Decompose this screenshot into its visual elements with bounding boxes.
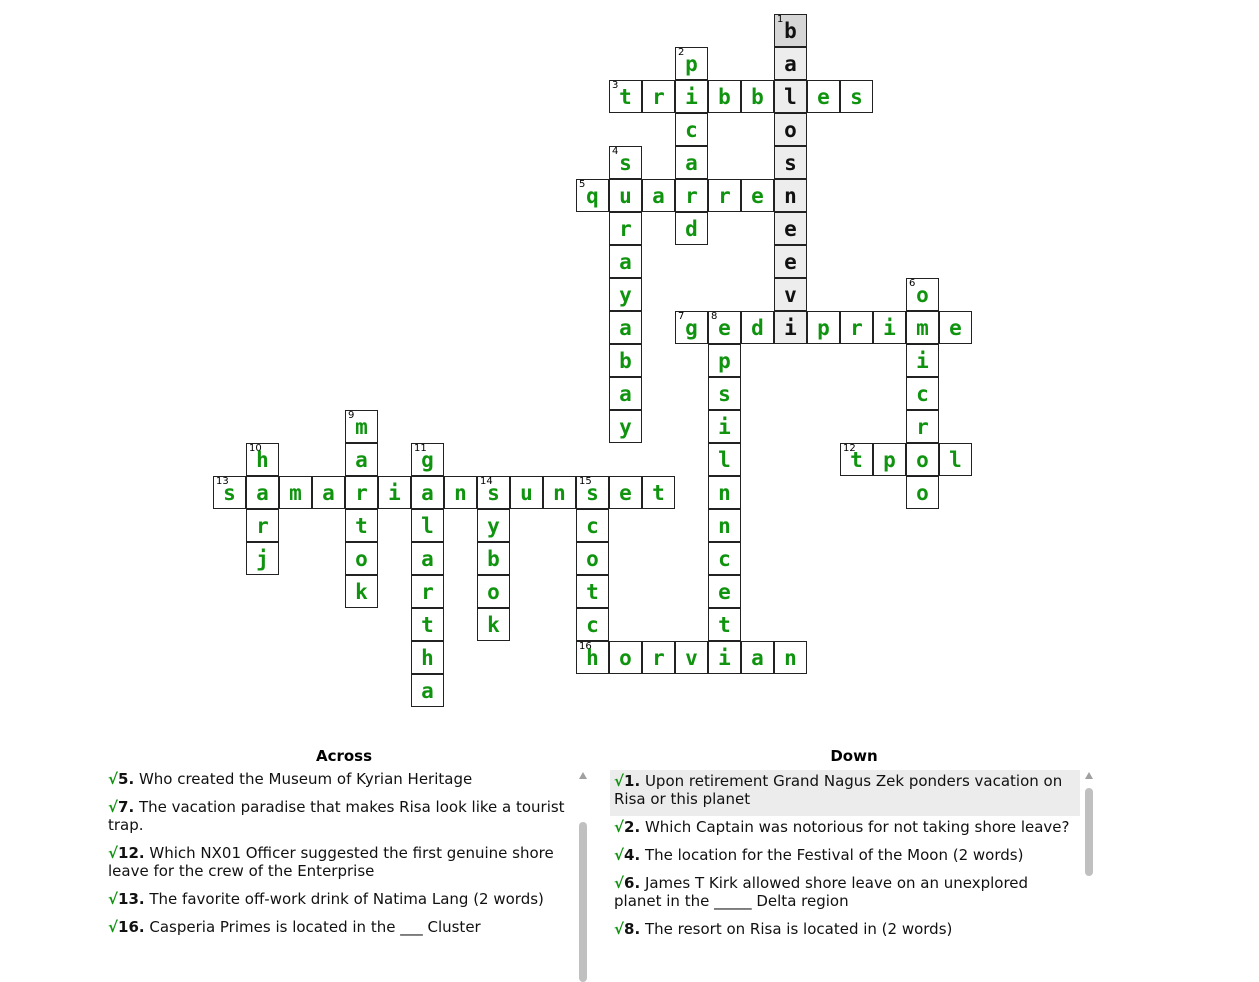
cell-letter: g xyxy=(685,316,698,340)
down-clue[interactable] xyxy=(610,816,1080,844)
cell-letter: n xyxy=(784,646,797,670)
cell-letter: e xyxy=(718,580,731,604)
cell-letter: r xyxy=(256,514,269,538)
crossword-cell[interactable] xyxy=(906,311,939,344)
crossword-cell[interactable] xyxy=(774,47,807,80)
crossword-cell[interactable] xyxy=(477,575,510,608)
cell-number: 5 xyxy=(579,179,586,190)
cell-letter: h xyxy=(421,646,434,670)
cell-letter: e xyxy=(619,481,632,505)
cell-letter: h xyxy=(586,646,599,670)
cell-letter: o xyxy=(355,547,368,571)
cell-letter: n xyxy=(454,481,467,505)
cell-letter: d xyxy=(751,316,764,340)
crossword-cell[interactable] xyxy=(510,476,543,509)
cell-letter: r xyxy=(421,580,434,604)
crossword-cell[interactable] xyxy=(609,245,642,278)
cell-letter: c xyxy=(586,613,599,637)
clue-number: 16. xyxy=(118,918,145,936)
crossword-cell[interactable] xyxy=(675,80,708,113)
check-icon: √ xyxy=(108,798,119,816)
crossword-cell[interactable] xyxy=(675,179,708,212)
clue-text: Who created the Museum of Kyrian Heritage xyxy=(138,770,473,788)
crossword-cell[interactable] xyxy=(411,542,444,575)
cell-letter: r xyxy=(652,646,665,670)
crossword-cell[interactable] xyxy=(411,674,444,707)
clue-text: Which Captain was notorious for not taking shore leave? xyxy=(644,818,1070,836)
crossword-cell[interactable] xyxy=(444,476,477,509)
cell-letter: a xyxy=(421,547,434,571)
crossword-cell[interactable] xyxy=(576,509,609,542)
crossword-cell[interactable] xyxy=(411,443,444,476)
cell-letter: i xyxy=(883,316,896,340)
cell-letter: a xyxy=(619,250,632,274)
cell-letter: j xyxy=(256,547,269,571)
crossword-cell[interactable] xyxy=(609,212,642,245)
cell-letter: o xyxy=(916,283,929,307)
check-icon: √ xyxy=(614,846,625,864)
cell-letter: e xyxy=(718,316,731,340)
across-clue[interactable] xyxy=(104,796,572,842)
cell-letter: n xyxy=(718,481,731,505)
cell-letter: h xyxy=(256,448,269,472)
crossword-cell[interactable] xyxy=(477,542,510,575)
crossword-cell[interactable] xyxy=(312,476,345,509)
down-panel xyxy=(610,746,1098,947)
cell-letter: p xyxy=(817,316,830,340)
cell-letter: s xyxy=(586,481,599,505)
cell-letter: r xyxy=(685,184,698,208)
crossword-cell[interactable] xyxy=(675,146,708,179)
crossword-cell[interactable] xyxy=(675,641,708,674)
scroll-thumb[interactable] xyxy=(1085,788,1093,876)
crossword-cell[interactable] xyxy=(477,476,510,509)
cell-letter: e xyxy=(751,184,764,208)
cell-letter: m xyxy=(289,481,302,505)
cell-letter: s xyxy=(784,151,797,175)
crossword-cell[interactable] xyxy=(906,344,939,377)
cell-letter: b xyxy=(619,349,632,373)
crossword-cell[interactable] xyxy=(774,179,807,212)
check-icon: √ xyxy=(108,918,119,936)
cell-letter: a xyxy=(322,481,335,505)
cell-letter: o xyxy=(619,646,632,670)
cell-letter: t xyxy=(619,85,632,109)
crossword-cell[interactable] xyxy=(477,608,510,641)
clue-number: 4. xyxy=(624,846,641,864)
cell-letter: i xyxy=(388,481,401,505)
cell-letter: s xyxy=(223,481,236,505)
cell-number: 15 xyxy=(579,476,592,487)
crossword-cell[interactable] xyxy=(576,179,609,212)
cell-letter: y xyxy=(619,283,632,307)
crossword-cell[interactable] xyxy=(675,311,708,344)
cell-letter: r xyxy=(652,85,665,109)
crossword-cell[interactable] xyxy=(642,80,675,113)
crossword-cell[interactable] xyxy=(708,641,741,674)
clue-number: 1. xyxy=(624,772,641,790)
crossword-cell[interactable] xyxy=(411,509,444,542)
across-panel xyxy=(104,746,584,947)
crossword-cell[interactable] xyxy=(807,311,840,344)
crossword-cell[interactable] xyxy=(609,344,642,377)
cell-letter: e xyxy=(784,217,797,241)
crossword-cell[interactable] xyxy=(345,476,378,509)
crossword-cell[interactable] xyxy=(609,311,642,344)
clue-text: The vacation paradise that makes Risa look like a tourist trap. xyxy=(108,798,565,834)
cell-letter: a xyxy=(421,679,434,703)
cell-letter: l xyxy=(949,448,962,472)
cell-letter: c xyxy=(916,382,929,406)
crossword-cell[interactable] xyxy=(840,311,873,344)
crossword-cell[interactable] xyxy=(411,641,444,674)
cell-letter: p xyxy=(685,52,698,76)
crossword-cell[interactable] xyxy=(675,47,708,80)
cell-letter: e xyxy=(949,316,962,340)
crossword-cell[interactable] xyxy=(741,80,774,113)
cell-letter: a xyxy=(256,481,269,505)
crossword-cell[interactable] xyxy=(906,410,939,443)
crossword-cell[interactable] xyxy=(708,542,741,575)
clue-number: 12. xyxy=(118,844,145,862)
crossword-cell[interactable] xyxy=(576,641,609,674)
crossword-cell[interactable] xyxy=(642,476,675,509)
cell-letter: m xyxy=(916,316,929,340)
crossword-cell[interactable] xyxy=(873,443,906,476)
cell-letter: a xyxy=(619,382,632,406)
crossword-cell[interactable] xyxy=(246,542,279,575)
crossword-cell[interactable] xyxy=(774,14,807,47)
cell-letter: s xyxy=(718,382,731,406)
crossword-cell[interactable] xyxy=(708,311,741,344)
crossword-cell[interactable] xyxy=(774,245,807,278)
clue-text: Upon retirement Grand Nagus Zek ponders vacation on Risa or this planet xyxy=(614,772,1063,808)
crossword-cell[interactable] xyxy=(708,608,741,641)
across-scrollbar[interactable] xyxy=(578,772,588,947)
crossword-cell[interactable] xyxy=(774,146,807,179)
cell-letter: r xyxy=(619,217,632,241)
cell-letter: n xyxy=(553,481,566,505)
cell-letter: i xyxy=(784,316,797,340)
cell-number: 10 xyxy=(249,443,262,454)
crossword-cell[interactable] xyxy=(675,113,708,146)
cell-letter: b xyxy=(784,19,797,43)
down-clue-list xyxy=(610,770,1080,947)
cell-letter: v xyxy=(784,283,797,307)
crossword-cell[interactable] xyxy=(345,443,378,476)
cell-letter: y xyxy=(619,415,632,439)
cell-letter: r xyxy=(850,316,863,340)
across-clue[interactable] xyxy=(104,888,572,916)
clue-text: The location for the Festival of the Moon (2 words) xyxy=(644,846,1024,864)
cell-letter: t xyxy=(421,613,434,637)
cell-number: 13 xyxy=(216,476,229,487)
crossword-cell[interactable] xyxy=(906,476,939,509)
crossword-cell[interactable] xyxy=(576,542,609,575)
cell-letter: a xyxy=(355,448,368,472)
crossword-cell[interactable] xyxy=(609,80,642,113)
crossword-cell[interactable] xyxy=(708,377,741,410)
cell-letter: c xyxy=(685,118,698,142)
across-clue-list xyxy=(104,768,572,947)
cell-number: 12 xyxy=(843,443,856,454)
crossword-cell[interactable] xyxy=(543,476,576,509)
crossword-cell[interactable] xyxy=(411,575,444,608)
across-title: Across xyxy=(315,747,373,765)
clue-text: Which NX01 Officer suggested the first genuine shore leave for the crew of the Enterprise xyxy=(108,844,554,880)
crossword-cell[interactable] xyxy=(576,476,609,509)
cell-letter: p xyxy=(718,349,731,373)
scroll-up-arrow-icon[interactable] xyxy=(579,772,587,779)
cell-letter: d xyxy=(685,217,698,241)
cell-letter: a xyxy=(421,481,434,505)
check-icon: √ xyxy=(108,890,119,908)
cell-letter: t xyxy=(355,514,368,538)
crossword-cell[interactable] xyxy=(906,443,939,476)
crossword-cell[interactable] xyxy=(411,476,444,509)
check-icon: √ xyxy=(614,920,625,938)
crossword-cell[interactable] xyxy=(246,509,279,542)
across-clue[interactable] xyxy=(104,768,572,796)
clue-number: 5. xyxy=(118,770,135,788)
crossword-cell[interactable] xyxy=(609,179,642,212)
crossword-cell[interactable] xyxy=(708,80,741,113)
cell-number: 16 xyxy=(579,641,592,652)
check-icon: √ xyxy=(108,770,119,788)
scroll-thumb[interactable] xyxy=(579,822,587,982)
cell-letter: k xyxy=(355,580,368,604)
cell-number: 11 xyxy=(414,443,427,454)
crossword-cell[interactable] xyxy=(774,80,807,113)
cell-letter: t xyxy=(652,481,665,505)
crossword-cell[interactable] xyxy=(873,311,906,344)
cell-letter: c xyxy=(586,514,599,538)
scroll-up-arrow-icon[interactable] xyxy=(1085,772,1093,779)
crossword-cell[interactable] xyxy=(708,344,741,377)
crossword-cell[interactable] xyxy=(609,278,642,311)
crossword-cell[interactable] xyxy=(378,476,411,509)
cell-number: 7 xyxy=(678,311,685,322)
clue-text: Casperia Primes is located in the ___ Cluster xyxy=(149,918,481,936)
cell-letter: o xyxy=(784,118,797,142)
crossword-cell[interactable] xyxy=(642,179,675,212)
cell-letter: a xyxy=(784,52,797,76)
cell-letter: m xyxy=(355,415,368,439)
crossword-cell[interactable] xyxy=(840,80,873,113)
crossword-cell[interactable] xyxy=(345,509,378,542)
crossword-cell[interactable] xyxy=(609,476,642,509)
crossword-cell[interactable] xyxy=(708,410,741,443)
clue-number: 2. xyxy=(624,818,641,836)
cell-number: 2 xyxy=(678,47,685,58)
check-icon: √ xyxy=(614,874,625,892)
crossword-cell[interactable] xyxy=(774,212,807,245)
clue-number: 13. xyxy=(118,890,145,908)
cell-letter: n xyxy=(718,514,731,538)
crossword-cell[interactable] xyxy=(576,608,609,641)
crossword-cell[interactable] xyxy=(708,575,741,608)
cell-letter: y xyxy=(487,514,500,538)
clue-text: The favorite off-work drink of Natima Lang (2 words) xyxy=(149,890,544,908)
cell-letter: t xyxy=(850,448,863,472)
crossword-cell[interactable] xyxy=(477,509,510,542)
cell-letter: r xyxy=(718,184,731,208)
cell-letter: o xyxy=(916,481,929,505)
crossword-cell[interactable] xyxy=(774,311,807,344)
cell-letter: p xyxy=(883,448,896,472)
down-scrollbar[interactable] xyxy=(1084,772,1094,947)
cell-letter: u xyxy=(520,481,533,505)
cell-number: 3 xyxy=(612,80,619,91)
crossword-cell[interactable] xyxy=(906,278,939,311)
crossword-cell[interactable] xyxy=(246,476,279,509)
cell-letter: s xyxy=(850,85,863,109)
crossword-cell[interactable] xyxy=(807,80,840,113)
cell-letter: b xyxy=(718,85,731,109)
down-clue[interactable] xyxy=(610,872,1080,918)
cell-letter: i xyxy=(685,85,698,109)
cell-letter: t xyxy=(586,580,599,604)
cell-letter: n xyxy=(784,184,797,208)
crossword-cell[interactable] xyxy=(609,641,642,674)
cell-letter: l xyxy=(421,514,434,538)
cell-letter: i xyxy=(718,646,731,670)
cell-letter: v xyxy=(685,646,698,670)
clue-number: 7. xyxy=(118,798,135,816)
cell-letter: a xyxy=(751,646,764,670)
cell-letter: o xyxy=(916,448,929,472)
crossword-cell[interactable] xyxy=(279,476,312,509)
crossword-cell[interactable] xyxy=(774,278,807,311)
crossword-cell[interactable] xyxy=(345,542,378,575)
crossword-cell[interactable] xyxy=(213,476,246,509)
check-icon: √ xyxy=(614,772,625,790)
cell-letter: a xyxy=(685,151,698,175)
cell-letter: e xyxy=(817,85,830,109)
crossword-cell[interactable] xyxy=(774,113,807,146)
cell-number: 6 xyxy=(909,278,916,289)
clue-text: James T Kirk allowed shore leave on an unexplored planet in the _____ Delta region xyxy=(614,874,1029,910)
crossword-cell[interactable] xyxy=(741,311,774,344)
cell-number: 14 xyxy=(480,476,493,487)
crossword-cell[interactable] xyxy=(246,443,279,476)
cell-letter: k xyxy=(487,613,500,637)
crossword-cell[interactable] xyxy=(840,443,873,476)
down-clue[interactable] xyxy=(610,770,1080,816)
crossword-cell[interactable] xyxy=(675,212,708,245)
cell-number: 4 xyxy=(612,146,619,157)
down-title: Down xyxy=(830,747,878,765)
check-icon: √ xyxy=(108,844,119,862)
cell-number: 1 xyxy=(777,14,784,25)
crossword-cell[interactable] xyxy=(708,179,741,212)
cell-letter: b xyxy=(487,547,500,571)
crossword-cell[interactable] xyxy=(708,509,741,542)
cell-number: 8 xyxy=(711,311,718,322)
crossword-cell[interactable] xyxy=(642,641,675,674)
cell-number: 9 xyxy=(348,410,355,421)
crossword-cell[interactable] xyxy=(774,641,807,674)
down-clue[interactable] xyxy=(610,918,1080,946)
clue-number: 8. xyxy=(624,920,641,938)
crossword-cell[interactable] xyxy=(906,377,939,410)
check-icon: √ xyxy=(614,818,625,836)
cell-letter: g xyxy=(421,448,434,472)
crossword-cell[interactable] xyxy=(576,575,609,608)
crossword-cell[interactable] xyxy=(345,575,378,608)
crossword-cell[interactable] xyxy=(609,146,642,179)
cell-letter: r xyxy=(916,415,929,439)
clue-number: 6. xyxy=(624,874,641,892)
cell-letter: u xyxy=(619,184,632,208)
cell-letter: i xyxy=(916,349,929,373)
cell-letter: r xyxy=(355,481,368,505)
cell-letter: t xyxy=(718,613,731,637)
cell-letter: b xyxy=(751,85,764,109)
cell-letter: o xyxy=(487,580,500,604)
cell-letter: a xyxy=(652,184,665,208)
crossword-cell[interactable] xyxy=(741,179,774,212)
cell-letter: o xyxy=(586,547,599,571)
across-clue[interactable] xyxy=(104,916,572,944)
clue-text: The resort on Risa is located in (2 words) xyxy=(644,920,953,938)
cell-letter: s xyxy=(487,481,500,505)
cell-letter: l xyxy=(718,448,731,472)
crossword-cell[interactable] xyxy=(939,443,972,476)
cell-letter: i xyxy=(718,415,731,439)
crossword-cell[interactable] xyxy=(741,641,774,674)
cell-letter: e xyxy=(784,250,797,274)
crossword-cell[interactable] xyxy=(708,443,741,476)
cell-letter: s xyxy=(619,151,632,175)
crossword-cell[interactable] xyxy=(939,311,972,344)
crossword-cell[interactable] xyxy=(609,410,642,443)
crossword-cell[interactable] xyxy=(411,608,444,641)
down-clue[interactable] xyxy=(610,844,1080,872)
crossword-cell[interactable] xyxy=(708,476,741,509)
cell-letter: a xyxy=(619,316,632,340)
cell-letter: q xyxy=(586,184,599,208)
crossword-cell[interactable] xyxy=(345,410,378,443)
cell-letter: l xyxy=(784,85,797,109)
cell-letter: c xyxy=(718,547,731,571)
crossword-cell[interactable] xyxy=(609,377,642,410)
across-clue[interactable] xyxy=(104,842,572,888)
